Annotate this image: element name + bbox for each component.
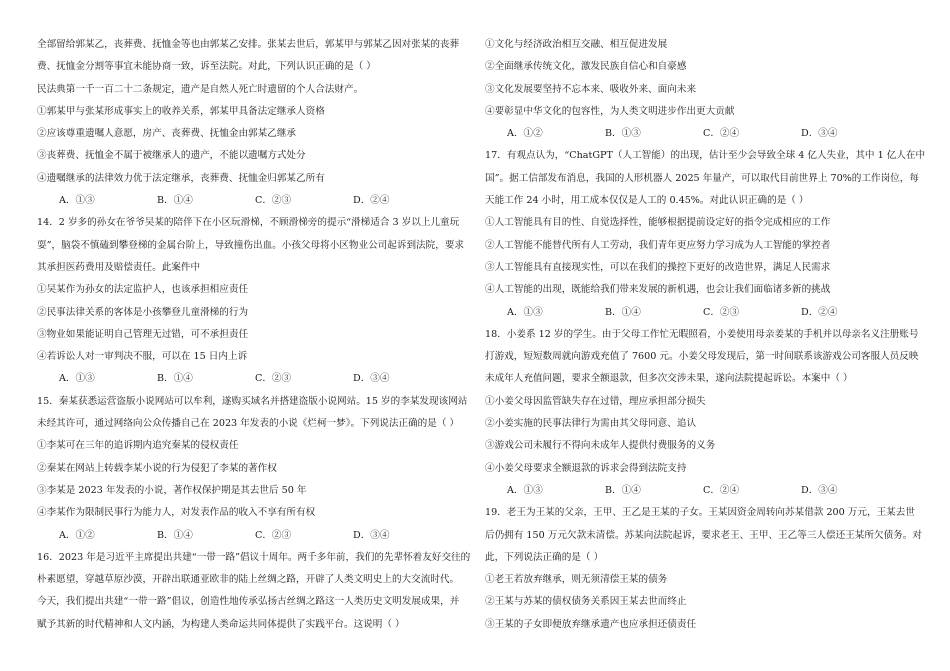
q14-option-2: ②民事法律关系的客体是小孩攀登儿童滑梯的行为 [37,306,249,318]
q19-stem-line-1: 19．老王为王某的父亲，王甲、王乙是王某的子女。王某因资金周转向苏某借款 200 万元，王某去世 [485,507,915,519]
q14-choices [37,368,473,390]
q16-choices [485,123,925,145]
answer-choice: D．②④ [353,195,390,207]
q17-option-2: ②人工智能不能替代所有人工劳动，我们青年更应努力学习成为人工智能的掌控者 [485,239,831,251]
answer-choice: B．①④ [157,195,193,207]
q18-option-1: ①小姜父母因监管缺失存在过错，理应承担部分损失 [485,395,706,407]
answer-choice: B．①④ [157,373,193,385]
q15-choices [37,525,473,547]
q18-option-2: ②小姜实施的民事法律行为需由其父母同意、追认 [485,418,697,430]
answer-choice: D．②④ [801,306,838,318]
q18-stem-line-1: 18．小姜系 12 岁的学生。由于父母工作忙无暇照看，小姜使用母亲姜某的手机并以母亲名义注册账号 [485,328,919,340]
answer-choice: C．②③ [255,195,292,207]
q13-option-4: ④遗嘱继承的法律效力优于法定继承，丧葬费、抚恤金归郭某乙所有 [37,172,325,184]
q17-option-4: ④人工智能的出现，既能给我们带来发展的新机遇，也会让我们面临诸多新的挑战 [485,284,831,296]
q17-choices [485,302,925,324]
q14-option-4: ④若诉讼人对一审判决不服，可以在 15 日内上诉 [37,351,248,363]
q13-stem-line-2: 费、抚恤金分割等事宜未能协商一致，诉至法院。对此，下列认识正确的是（ ） [37,61,376,73]
q14-stem-line-3: 其承担医药费用及赔偿责任。此案件中 [37,261,201,273]
q18-stem-line-3: 未成年人充值问题，要求全额退款，但多次交涉未果，遂向法院提起诉讼。本案中（ ） [485,373,853,385]
q14-option-3: ③物业如果能证明自己管理无过错，可不承担责任 [37,328,249,340]
answer-choice: D．③④ [353,529,390,541]
answer-choice: C．②③ [703,306,740,318]
q15-option-3: ③李某是 2023 年发表的小说，著作权保护期是其去世后 50 年 [37,484,307,496]
q13-choices [37,190,473,212]
answer-choice: D．③④ [801,128,838,140]
answer-choice: D．③④ [801,484,838,496]
right-column [485,34,925,636]
q13-note: 民法典第一千一百二十二条规定，遗产是自然人死亡时遗留的个人合法财产。 [37,83,364,95]
q15-option-1: ①李某可在三年的追诉期内追究秦某的侵权责任 [37,440,239,452]
q16-option-2: ②全面继承传统文化，激发民族自信心和自豪感 [485,61,687,73]
answer-choice: D．③④ [353,373,390,385]
q16-stem-line-4: 赋予其新的时代精神和人文内涵，为构建人类命运共同体提供了实践平台。这说明（ ） [37,618,405,630]
q15-stem-line-2: 未经其许可，通过网络向公众传播自己在 2023 年发表的小说《烂柯一梦》。下列说法正确的是（ ） [37,418,460,430]
q17-stem-line-3: 天能工作 24 小时，用工成本仅仅是人工的 0.45%。对此认识正确的是（ ） [485,195,809,207]
q13-option-3: ③丧葬费、抚恤金不属于被继承人的遗产，不能以遗嘱方式处分 [37,150,306,162]
answer-choice: C．②③ [255,373,292,385]
q17-option-1: ①人工智能具有目的性、自觉选择性，能够根据提前设定好的指令完成相应的工作 [485,217,831,229]
answer-choice: A．①③ [59,373,95,385]
q16-option-4: ④要彰显中华文化的包容性，为人类文明进步作出更大贡献 [485,105,735,117]
answer-choice: A．①③ [507,306,543,318]
q19-stem-line-2: 后仍拥有 150 万元欠款未清偿。苏某向法院起诉，要求老王、王甲、王乙等三人偿还王某所欠债务。对 [485,529,922,541]
answer-choice: A．①② [59,529,95,541]
q15-option-2: ②秦某在网站上转载李某小说的行为侵犯了李某的著作权 [37,462,277,474]
answer-choice: A．①③ [507,484,543,496]
q16-stem-line-1: 16．2023 年是习近平主席提出共建“一带一路”倡议十周年。两千多年前，我们的先辈怀着友好交往的 [37,551,471,563]
q16-option-3: ③文化发展要坚持不忘本来、吸收外来、面向未来 [485,83,697,95]
left-column [37,34,473,636]
answer-choice: C．②④ [703,484,740,496]
q13-option-1: ①郭某甲与张某形成事实上的收养关系，郭某甲具备法定继承人资格 [37,105,325,117]
q18-choices [485,480,925,502]
q18-option-3: ③游戏公司未履行不得向未成年人提供付费服务的义务 [485,440,716,452]
q18-stem-line-2: 打游戏，短短数周就向游戏充值了 7600 元。小姜父母发现后，第一时间联系该游戏公司客服人员反映 [485,351,919,363]
q19-option-2: ②王某与苏某的债权债务关系因王某去世而终止 [485,596,687,608]
q13-option-2: ②应该尊重遗嘱人意愿，房产、丧葬费、抚恤金由郭某乙继承 [37,128,297,140]
q15-stem-line-1: 15．秦某获悉运营盗版小说网站可以牟利，遂购买域名并搭建盗版小说网站。15 岁的李某发现该网站 [37,395,468,407]
q17-stem-line-2: 国”。据工信部发布消息，我国的人形机器人 2025 年量产，可以取代目前世界上 70%的工作岗位，每 [485,172,919,184]
q13-stem-line-1: 全部留给郭某乙，丧葬费、抚恤金等也由郭某乙安排。张某去世后，郭某甲与郭某乙因对张某的丧葬 [37,39,460,50]
answer-choice: A．①② [507,128,543,140]
q17-stem-line-1: 17．有观点认为，“ChatGPT（人工智能）的出现，估计至少会导致全球 4 亿人失业，其中 1 亿人在中 [485,150,925,162]
answer-choice: B．①③ [605,128,641,140]
answer-choice: C．②③ [255,529,292,541]
q17-option-3: ③人工智能具有直接现实性，可以在我们的操控下更好的改造世界，满足人民需求 [485,261,831,273]
q14-option-1: ①吴某作为孙女的法定监护人，也该承担相应责任 [37,284,249,296]
q14-stem-line-2: 耍”，脑袋不慎磕到攀登梯的金属台阶上，导致撞伤出血。小孩父母将小区物业公司起诉到法院，要求 [37,239,465,251]
answer-choice: A．①③ [59,195,95,207]
q14-stem-line-1: 14．2 岁多的孙女在爷爷吴某的陪伴下在小区玩滑梯，不顾滑梯旁的提示“滑梯适合 3 岁以上儿童玩 [37,217,460,229]
q19-option-3: ③王某的子女即便放弃继承遗产也应承担还债责任 [485,618,697,630]
q15-option-4: ④李某作为限制民事行为能力人，对发表作品的收入不享有所有权 [37,507,316,519]
q19-option-1: ①老王若放弃继承，则无须清偿王某的债务 [485,574,668,586]
answer-choice: C．②④ [703,128,740,140]
q16-stem-line-2: 朴素愿望，穿越草原沙漠，开辟出联通亚欧非的陆上丝绸之路，开辟了人类文明史上的大交流时代。 [37,574,460,586]
answer-choice: B．①④ [157,529,193,541]
q16-stem-line-3: 今天，我们提出共建“一带一路”倡议，创造性地传承弘扬古丝绸之路这一人类历史文明发展成果，并 [37,596,460,608]
answer-choice: B．①④ [605,306,641,318]
q18-option-4: ④小姜父母要求全额退款的诉求会得到法院支持 [485,462,687,474]
q19-stem-line-3: 此，下列说法正确的是（ ） [485,551,604,563]
q16-option-1: ①文化与经济政治相互交融、相互促进发展 [485,39,668,50]
answer-choice: B．①④ [605,484,641,496]
